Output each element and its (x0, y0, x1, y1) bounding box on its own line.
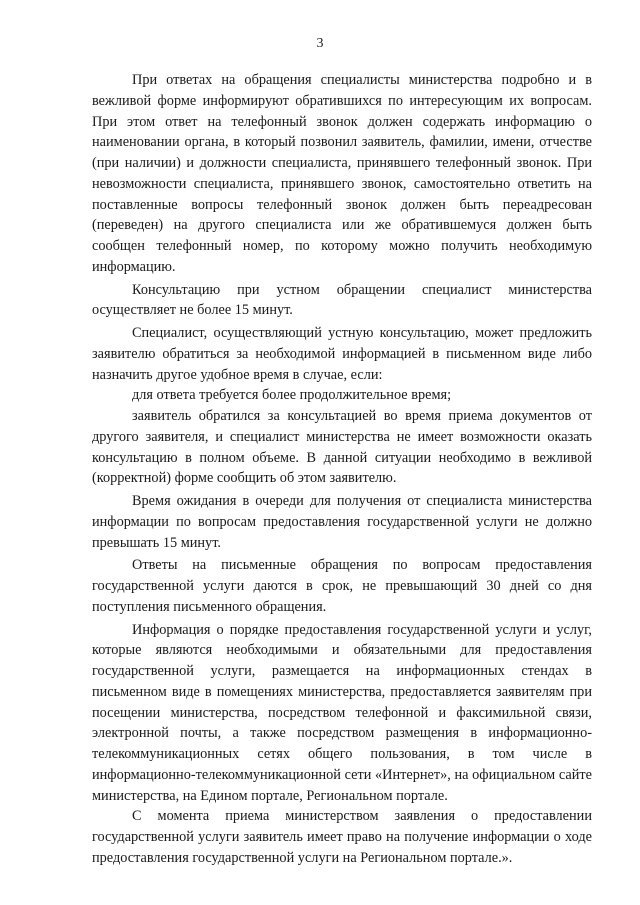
paragraph-information-placement: Информация о порядке предоставления государственной услуги и услуг, которые являются необходимыми и обязательными для предоставления государственной услуги, размещается на информационных стендах в письменном виде в помещениях министерства, предоставляется заявителям при посещении министерства, посредством телефонной и факсимильной связи, электронной почты, а также посредством размещения в информационно-телекоммуникационных сетях общего пользования, в том числе в информационно-телекоммуникационной сети «Интернет», на официальном сайте министерства, на Едином портале, Региональном портале. (92, 621, 592, 804)
paragraph-case-document-intake: заявитель обратился за консультацией во время приема документов от другого заявителя, и специалист министерства не имеет возможности оказать консультацию в полном объеме. В данной ситуации необходимо в вежливой (корректной) форме сообщить об этом заявителю. (92, 408, 592, 487)
page-number: 3 (316, 36, 324, 51)
paragraph-regional-portal: С момента приема министерством заявления о предоставлении государственной услуги заявитель имеет право на получение информации о ходе предоставления государственной услуги на Региональном портале.». (92, 808, 592, 866)
document-body (92, 70, 592, 869)
paragraph-phone-response: При ответах на обращения специалисты министерства подробно и в вежливой форме информируют обратившихся по интересующим их вопросам. При этом ответ на телефонный звонок должен содержать информацию о наименовании органа, в который позвонил заявитель, фамилии, имени, отчестве (при наличии) и должности специалиста, принявшего телефонный звонок. При невозможности специалиста, принявшего звонок, самостоятельно ответить на поставленные вопросы телефонный звонок должен быть переадресован (переведен) на другого специалиста или же обратившемуся должен быть сообщен телефонный номер, по которому можно получить необходимую информацию. (92, 72, 592, 275)
paragraph-case-longer-time: для ответа требуется более продолжительное время; (132, 387, 452, 404)
paragraph-written-request-offer: Специалист, осуществляющий устную консультацию, может предложить заявителю обратиться за необходимой информацией в письменном виде либо назначить другое удобное время в случае, если: (92, 325, 592, 383)
paragraph-waiting-time: Время ожидания в очереди для получения от специалиста министерства информации по вопросам предоставления государственной услуги не должно превышать 15 минут. (92, 493, 592, 551)
paragraph-written-answers: Ответы на письменные обращения по вопросам предоставления государственной услуги даются в срок, не превышающий 30 дней со дня поступления письменного обращения. (92, 557, 592, 615)
paragraph-oral-consultation: Консультацию при устном обращении специалист министерства осуществляет не более 15 минут. (92, 281, 592, 319)
